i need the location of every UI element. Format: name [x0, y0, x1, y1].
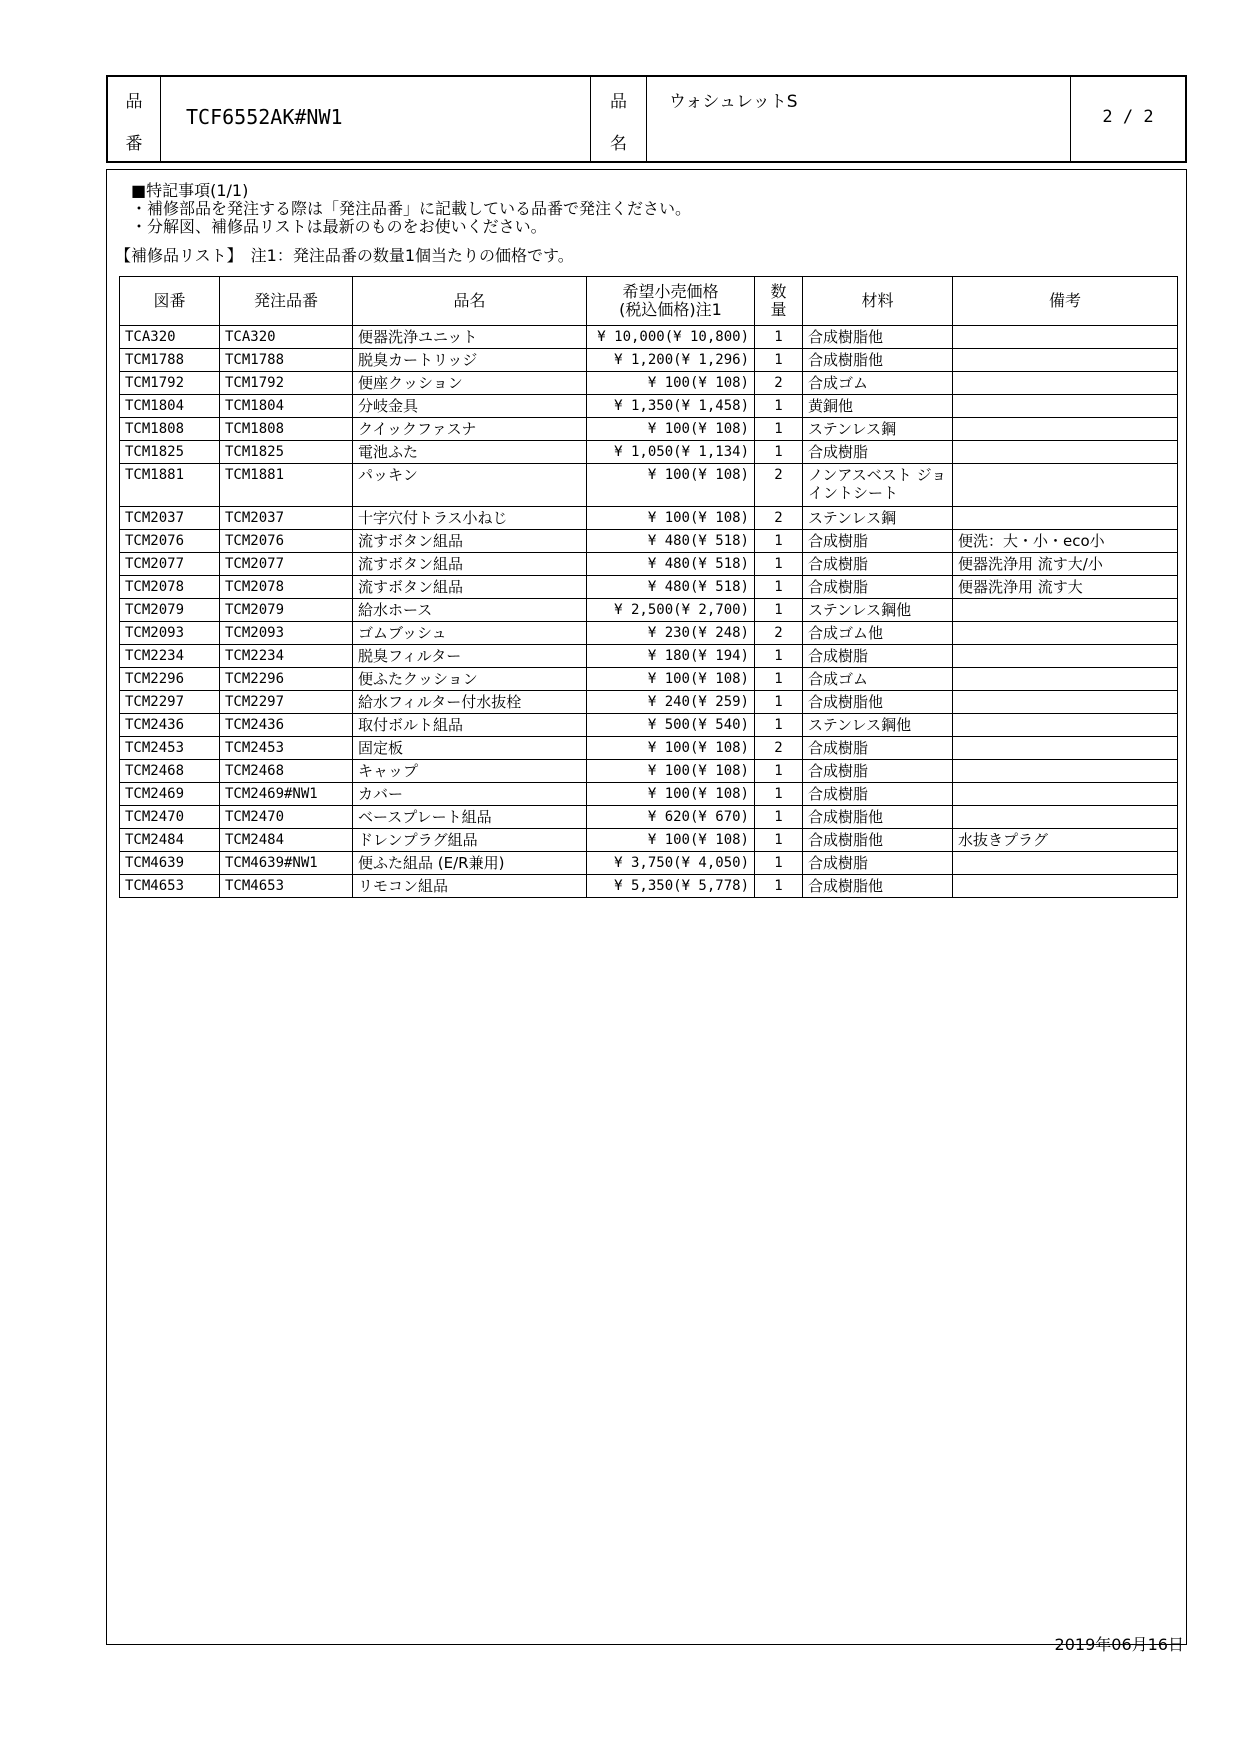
cell-order-number: TCM2078: [220, 576, 353, 599]
cell-part-name: 取付ボルト組品: [353, 714, 587, 737]
cell-quantity: 1: [755, 530, 803, 553]
table-row: [120, 395, 1178, 418]
cell-material: 合成樹脂他: [803, 806, 953, 829]
cell-part-name: 便座クッション: [353, 372, 587, 395]
col-header-qty: [755, 277, 803, 326]
table-row: [120, 349, 1178, 372]
cell-part-name: 給水ホース: [353, 599, 587, 622]
cell-zuban: TCM4639: [120, 852, 220, 875]
cell-quantity: 1: [755, 714, 803, 737]
cell-material: ステンレス鋼: [803, 507, 953, 530]
cell-quantity: 1: [755, 418, 803, 441]
cell-part-name: 便ふた組品 (E/R兼用): [353, 852, 587, 875]
table-row: [120, 852, 1178, 875]
cell-order-number: TCM2234: [220, 645, 353, 668]
cell-remarks: [953, 464, 1178, 507]
cell-quantity: 1: [755, 875, 803, 898]
cell-order-number: TCM1788: [220, 349, 353, 372]
table-row: [120, 714, 1178, 737]
table-header-row: [120, 277, 1178, 326]
cell-remarks: [953, 852, 1178, 875]
cell-material: 合成樹脂: [803, 760, 953, 783]
parts-table: [119, 276, 1178, 898]
cell-remarks: [953, 622, 1178, 645]
page-cell: [1071, 77, 1185, 161]
cell-material: 合成樹脂: [803, 441, 953, 464]
table-row: [120, 418, 1178, 441]
hinban-value-cell: [161, 77, 591, 161]
cell-quantity: 1: [755, 576, 803, 599]
hinmei-label-cell: [591, 77, 647, 161]
cell-price: ¥ 100(¥ 108): [587, 829, 755, 852]
col-header-qty-line2: 量: [770, 300, 787, 319]
table-row: [120, 875, 1178, 898]
table-row: [120, 622, 1178, 645]
cell-remarks: [953, 372, 1178, 395]
cell-zuban: TCM1804: [120, 395, 220, 418]
cell-remarks: 水抜きプラグ: [953, 829, 1178, 852]
cell-quantity: 1: [755, 395, 803, 418]
cell-price: ¥ 2,500(¥ 2,700): [587, 599, 755, 622]
col-header-name: 品名: [353, 277, 587, 326]
cell-order-number: TCM1808: [220, 418, 353, 441]
cell-remarks: [953, 668, 1178, 691]
cell-remarks: [953, 441, 1178, 464]
cell-price: ¥ 100(¥ 108): [587, 783, 755, 806]
cell-part-name: 脱臭カートリッジ: [353, 349, 587, 372]
cell-order-number: TCM2079: [220, 599, 353, 622]
cell-material: 合成樹脂: [803, 852, 953, 875]
cell-order-number: TCM2469#NW1: [220, 783, 353, 806]
cell-order-number: TCM2297: [220, 691, 353, 714]
cell-zuban: TCM2077: [120, 553, 220, 576]
cell-zuban: TCM4653: [120, 875, 220, 898]
cell-part-name: ベースプレート組品: [353, 806, 587, 829]
cell-price: ¥ 1,200(¥ 1,296): [587, 349, 755, 372]
cell-quantity: 1: [755, 806, 803, 829]
cell-price: ¥ 1,350(¥ 1,458): [587, 395, 755, 418]
cell-material: 合成樹脂: [803, 553, 953, 576]
hinmei-label-1: 品: [610, 92, 627, 112]
header-box: [106, 75, 1187, 163]
cell-quantity: 1: [755, 829, 803, 852]
special-notes: [131, 182, 691, 236]
cell-material: 合成樹脂他: [803, 349, 953, 372]
cell-material: 合成樹脂: [803, 737, 953, 760]
cell-zuban: TCM2037: [120, 507, 220, 530]
cell-remarks: [953, 737, 1178, 760]
hinmei-label-2: 名: [610, 134, 627, 154]
cell-remarks: 便器洗浄用 流す大/小: [953, 553, 1178, 576]
cell-material: 合成樹脂: [803, 783, 953, 806]
cell-material: 合成樹脂他: [803, 875, 953, 898]
cell-part-name: キャップ: [353, 760, 587, 783]
cell-material: 合成樹脂: [803, 645, 953, 668]
table-row: [120, 441, 1178, 464]
page-number: 2 / 2: [1102, 107, 1154, 127]
cell-part-name: 電池ふた: [353, 441, 587, 464]
cell-zuban: TCM2453: [120, 737, 220, 760]
cell-quantity: 1: [755, 349, 803, 372]
table-row: [120, 326, 1178, 349]
cell-price: ¥ 100(¥ 108): [587, 464, 755, 507]
cell-remarks: 便洗：大・小・eco小: [953, 530, 1178, 553]
hinban-value: TCF6552AK#NW1: [186, 105, 343, 129]
content-box: [106, 169, 1187, 1645]
cell-quantity: 1: [755, 691, 803, 714]
cell-price: ¥ 480(¥ 518): [587, 576, 755, 599]
table-row: [120, 806, 1178, 829]
cell-zuban: TCM2468: [120, 760, 220, 783]
table-row: [120, 464, 1178, 507]
cell-order-number: TCM2037: [220, 507, 353, 530]
table-row: [120, 829, 1178, 852]
cell-part-name: 分岐金具: [353, 395, 587, 418]
cell-part-name: 便ふたクッション: [353, 668, 587, 691]
cell-part-name: リモコン組品: [353, 875, 587, 898]
cell-price: ¥ 230(¥ 248): [587, 622, 755, 645]
cell-part-name: 脱臭フィルター: [353, 645, 587, 668]
cell-quantity: 1: [755, 668, 803, 691]
table-row: [120, 530, 1178, 553]
cell-order-number: TCM2453: [220, 737, 353, 760]
cell-zuban: TCM1825: [120, 441, 220, 464]
cell-zuban: TCM2484: [120, 829, 220, 852]
col-header-price: [587, 277, 755, 326]
cell-order-number: TCM2436: [220, 714, 353, 737]
cell-remarks: [953, 783, 1178, 806]
cell-remarks: [953, 349, 1178, 372]
cell-price: ¥ 500(¥ 540): [587, 714, 755, 737]
cell-zuban: TCM2093: [120, 622, 220, 645]
cell-zuban: TCM2076: [120, 530, 220, 553]
cell-zuban: TCM2297: [120, 691, 220, 714]
cell-part-name: 流すボタン組品: [353, 576, 587, 599]
cell-order-number: TCA320: [220, 326, 353, 349]
cell-order-number: TCM2076: [220, 530, 353, 553]
cell-quantity: 1: [755, 852, 803, 875]
cell-price: ¥ 5,350(¥ 5,778): [587, 875, 755, 898]
cell-material: ステンレス鋼: [803, 418, 953, 441]
issue-date: 2019年06月16日: [1054, 1635, 1184, 1654]
cell-remarks: [953, 326, 1178, 349]
cell-price: ¥ 100(¥ 108): [587, 418, 755, 441]
cell-remarks: [953, 599, 1178, 622]
cell-part-name: 給水フィルター付水抜栓: [353, 691, 587, 714]
cell-zuban: TCM2436: [120, 714, 220, 737]
cell-remarks: [953, 875, 1178, 898]
cell-quantity: 2: [755, 622, 803, 645]
cell-remarks: 便器洗浄用 流す大: [953, 576, 1178, 599]
table-row: [120, 691, 1178, 714]
col-header-order: 発注品番: [220, 277, 353, 326]
table-row: [120, 599, 1178, 622]
cell-price: ¥ 10,000(¥ 10,800): [587, 326, 755, 349]
cell-price: ¥ 620(¥ 670): [587, 806, 755, 829]
cell-remarks: [953, 714, 1178, 737]
col-header-zuban: 図番: [120, 277, 220, 326]
cell-material: ノンアスベスト ジョイントシート: [803, 464, 953, 507]
cell-price: ¥ 100(¥ 108): [587, 507, 755, 530]
cell-quantity: 1: [755, 783, 803, 806]
hinban-label-2: 番: [125, 134, 143, 154]
cell-zuban: TCA320: [120, 326, 220, 349]
cell-price: ¥ 180(¥ 194): [587, 645, 755, 668]
cell-zuban: TCM2079: [120, 599, 220, 622]
cell-price: ¥ 1,050(¥ 1,134): [587, 441, 755, 464]
cell-order-number: TCM1825: [220, 441, 353, 464]
cell-zuban: TCM2296: [120, 668, 220, 691]
cell-zuban: TCM1788: [120, 349, 220, 372]
cell-part-name: 十字穴付トラス小ねじ: [353, 507, 587, 530]
cell-part-name: 便器洗浄ユニット: [353, 326, 587, 349]
cell-price: ¥ 100(¥ 108): [587, 737, 755, 760]
cell-zuban: TCM2469: [120, 783, 220, 806]
cell-material: 合成樹脂他: [803, 326, 953, 349]
cell-order-number: TCM2484: [220, 829, 353, 852]
cell-remarks: [953, 806, 1178, 829]
hinmei-value: ウォシュレットS: [669, 92, 798, 112]
table-row: [120, 553, 1178, 576]
table-row: [120, 737, 1178, 760]
cell-material: ステンレス鋼他: [803, 599, 953, 622]
cell-material: 黄銅他: [803, 395, 953, 418]
hinban-label-cell: [108, 77, 161, 161]
cell-part-name: ドレンプラグ組品: [353, 829, 587, 852]
cell-price: ¥ 3,750(¥ 4,050): [587, 852, 755, 875]
notes-line-1: ・補修部品を発注する際は「発注品番」に記載している品番で発注ください。: [131, 199, 692, 218]
cell-zuban: TCM1792: [120, 372, 220, 395]
cell-quantity: 2: [755, 464, 803, 507]
cell-material: 合成ゴム: [803, 372, 953, 395]
cell-order-number: TCM2093: [220, 622, 353, 645]
cell-order-number: TCM2468: [220, 760, 353, 783]
cell-quantity: 2: [755, 737, 803, 760]
cell-zuban: TCM2078: [120, 576, 220, 599]
notes-line-2: ・分解図、補修品リストは最新のものをお使いください。: [131, 217, 547, 236]
cell-quantity: 1: [755, 553, 803, 576]
cell-part-name: 流すボタン組品: [353, 553, 587, 576]
cell-part-name: ゴムブッシュ: [353, 622, 587, 645]
cell-price: ¥ 480(¥ 518): [587, 553, 755, 576]
table-row: [120, 576, 1178, 599]
col-header-remarks: 備考: [953, 277, 1178, 326]
cell-remarks: [953, 691, 1178, 714]
notes-title: ■特記事項(1/1): [131, 181, 249, 200]
cell-order-number: TCM4639#NW1: [220, 852, 353, 875]
cell-zuban: TCM1808: [120, 418, 220, 441]
parts-list-title: 【補修品リスト】 注1：発注品番の数量1個当たりの価格です。: [115, 246, 574, 265]
cell-remarks: [953, 507, 1178, 530]
cell-zuban: TCM1881: [120, 464, 220, 507]
table-row: [120, 783, 1178, 806]
table-body: [120, 326, 1178, 898]
cell-quantity: 2: [755, 372, 803, 395]
cell-quantity: 1: [755, 441, 803, 464]
cell-order-number: TCM2296: [220, 668, 353, 691]
col-header-price-line2: (税込価格)注1: [619, 300, 722, 319]
col-header-price-line1: 希望小売価格: [622, 282, 719, 301]
cell-order-number: TCM1881: [220, 464, 353, 507]
cell-part-name: 流すボタン組品: [353, 530, 587, 553]
cell-quantity: 1: [755, 645, 803, 668]
cell-part-name: カバー: [353, 783, 587, 806]
table-row: [120, 507, 1178, 530]
cell-price: ¥ 240(¥ 259): [587, 691, 755, 714]
cell-material: 合成樹脂: [803, 576, 953, 599]
cell-order-number: TCM4653: [220, 875, 353, 898]
cell-material: 合成樹脂他: [803, 691, 953, 714]
cell-remarks: [953, 395, 1178, 418]
cell-zuban: TCM2234: [120, 645, 220, 668]
col-header-material: 材料: [803, 277, 953, 326]
cell-quantity: 1: [755, 599, 803, 622]
cell-part-name: クイックファスナ: [353, 418, 587, 441]
cell-material: 合成樹脂他: [803, 829, 953, 852]
table-row: [120, 760, 1178, 783]
table-row: [120, 668, 1178, 691]
cell-part-name: パッキン: [353, 464, 587, 507]
cell-remarks: [953, 418, 1178, 441]
cell-material: ステンレス鋼他: [803, 714, 953, 737]
cell-price: ¥ 100(¥ 108): [587, 372, 755, 395]
cell-material: 合成樹脂: [803, 530, 953, 553]
hinban-label-1: 品: [125, 92, 143, 112]
table-row: [120, 372, 1178, 395]
cell-quantity: 1: [755, 760, 803, 783]
cell-quantity: 2: [755, 507, 803, 530]
cell-remarks: [953, 760, 1178, 783]
cell-order-number: TCM1792: [220, 372, 353, 395]
hinmei-value-cell: [647, 77, 1071, 161]
col-header-qty-line1: 数: [770, 282, 787, 301]
cell-order-number: TCM2077: [220, 553, 353, 576]
cell-part-name: 固定板: [353, 737, 587, 760]
cell-price: ¥ 100(¥ 108): [587, 668, 755, 691]
cell-zuban: TCM2470: [120, 806, 220, 829]
cell-material: 合成ゴム: [803, 668, 953, 691]
table-row: [120, 645, 1178, 668]
cell-quantity: 1: [755, 326, 803, 349]
cell-price: ¥ 100(¥ 108): [587, 760, 755, 783]
cell-price: ¥ 480(¥ 518): [587, 530, 755, 553]
cell-remarks: [953, 645, 1178, 668]
cell-order-number: TCM1804: [220, 395, 353, 418]
cell-material: 合成ゴム他: [803, 622, 953, 645]
cell-order-number: TCM2470: [220, 806, 353, 829]
